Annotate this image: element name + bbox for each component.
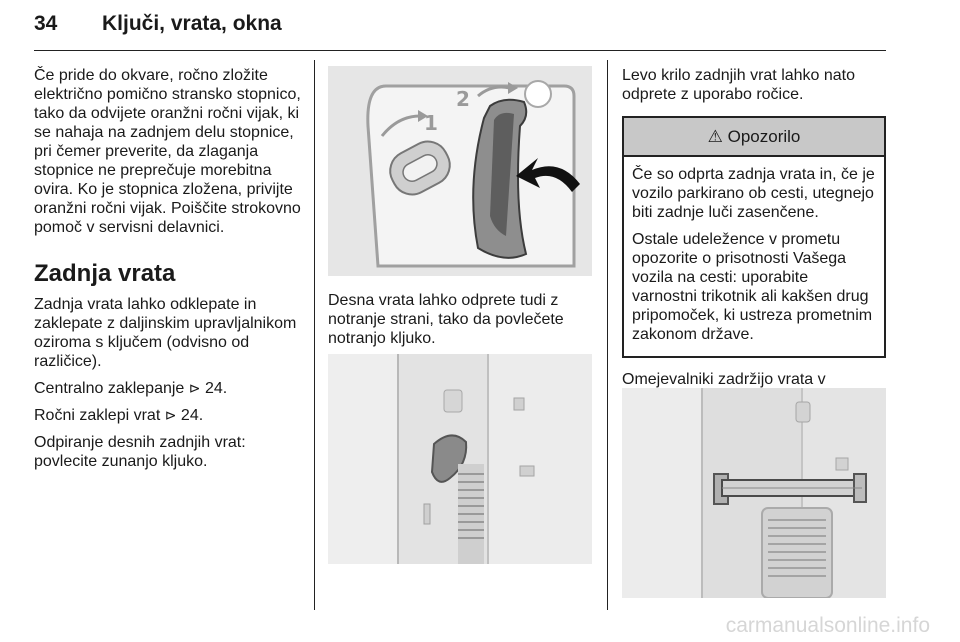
door-handle-figure <box>328 66 592 276</box>
warning-triangle-icon: ⚠ <box>707 127 723 146</box>
warning-header <box>624 118 884 157</box>
header-rule <box>34 50 886 51</box>
warning-body <box>624 157 884 356</box>
right-column-middle <box>328 291 594 356</box>
reference-arrow-icon: ⊳ <box>164 407 177 423</box>
figure-label-1: 1 <box>424 111 438 135</box>
column-divider-2 <box>607 60 608 610</box>
warning-paragraph-1: Če so odprta zadnja vrata in, če je vozilo parkirano ob cesti, utegnejo biti zadnje luči zasenčene. <box>632 166 875 221</box>
reference-arrow-icon: ⊳ <box>188 380 201 396</box>
manual-door-locks-reference[interactable] <box>34 406 302 425</box>
door-handle-illustration <box>328 66 592 276</box>
column-divider-1 <box>314 60 315 610</box>
intro-paragraph: Če pride do okvare, ročno zložite električno pomično stransko stopnico, tako da odvijete oranžni ročni vijak, ki se nahaja na zadnjem delu stopnice, pri čemer preverite, da zlaganja stopnice ne preprečuje morebitna ovira. Ko je stopnica zložena, privijte oranžni ročni vijak. Poiščite strokovno pomoč v servisni delavnici. <box>34 67 301 236</box>
watermark: carmanualsonline.info <box>725 614 930 637</box>
reference-page: 24. <box>204 380 228 397</box>
door-stop-paragraph: Omejevalniki zadržijo vrata v <box>622 371 826 388</box>
reference-label: Centralno zaklepanje <box>34 380 185 397</box>
left-door-paragraph: Levo krilo zadnjih vrat lahko nato odprete z uporabo ročice. <box>622 67 856 103</box>
reference-label: Ročni zaklepi vrat <box>34 407 161 424</box>
door-stop-illustration <box>622 388 886 598</box>
opening-instruction-paragraph: Odpiranje desnih zadnjih vrat: povlecite zunanjo kljuko. <box>34 434 246 470</box>
central-locking-reference[interactable] <box>34 379 302 398</box>
tailgate-locking-paragraph: Zadnja vrata lahko odklepate in zaklepate z daljinskim upravljalnikom oziroma s ključem (odvisno od različice). <box>34 296 297 370</box>
left-column <box>34 66 302 479</box>
reference-page: 24. <box>180 407 204 424</box>
door-latch-figure <box>328 354 592 564</box>
page-number: 34 <box>34 12 58 35</box>
door-stop-figure <box>622 388 886 598</box>
right-column <box>622 66 886 416</box>
figure-label-2: 2 <box>456 87 470 111</box>
warning-title: Opozorilo <box>727 127 801 146</box>
warning-paragraph-2: Ostale udeležence v prometu opozorite o prisotnosti Vašega vozila na cesti: uporabite varnostni trikotnik ali kakšen drug pripomoček, ki ustreza prometnim zakonom države. <box>632 231 873 343</box>
page-title: Ključi, vrata, okna <box>102 12 282 35</box>
warning-box <box>622 116 886 358</box>
door-latch-illustration <box>328 354 592 564</box>
lock-knob-icon <box>525 81 551 107</box>
section-heading: Zadnja vrata <box>34 260 176 287</box>
figure-caption: Desna vrata lahko odprete tudi z notranje strani, tako da povlečete notranjo kljuko. <box>328 292 564 347</box>
